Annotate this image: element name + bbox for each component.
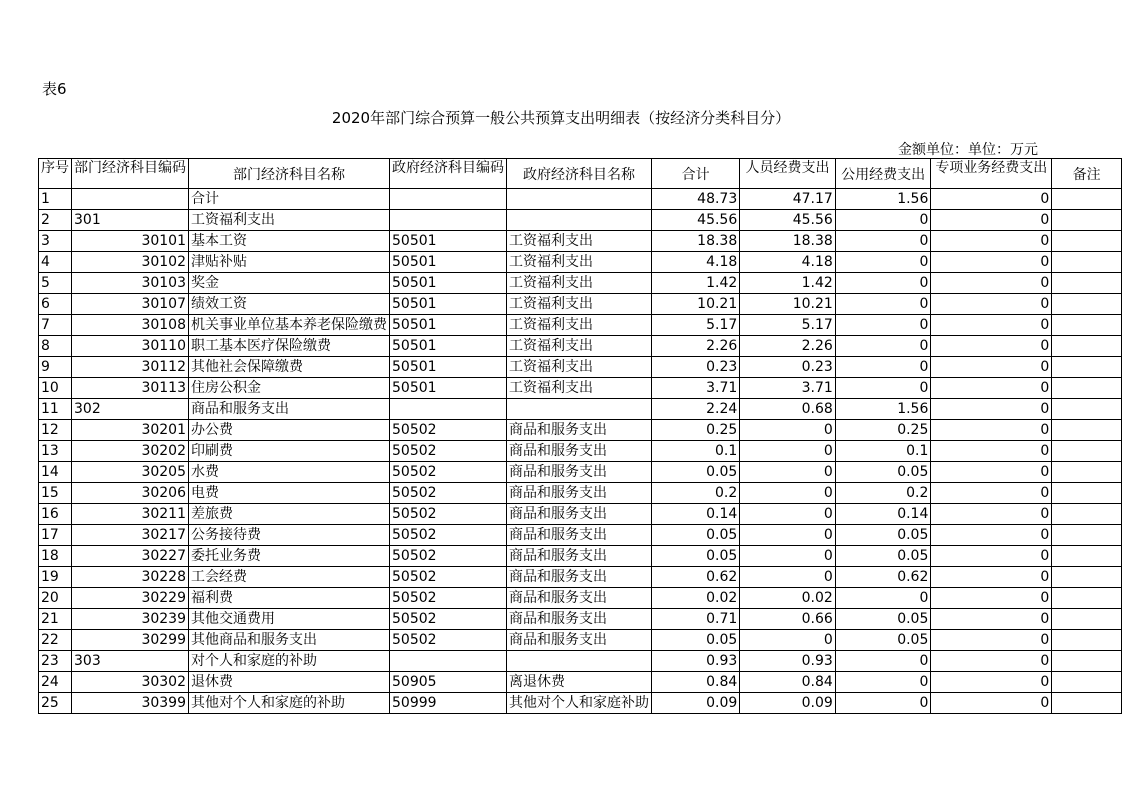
- row-seq: 17: [39, 525, 72, 546]
- table-row: [39, 504, 1122, 525]
- table-row: [39, 630, 1122, 651]
- row-total: 5.17: [652, 315, 740, 336]
- row-dept-code: 30112: [72, 357, 189, 378]
- row-special: 0: [931, 357, 1052, 378]
- row-dept-name: 委托业务费: [189, 546, 390, 567]
- row-personnel: 45.56: [740, 210, 836, 231]
- header-row: [39, 159, 1122, 189]
- row-total: 0.05: [652, 546, 740, 567]
- row-total: 18.38: [652, 231, 740, 252]
- row-dept-code: 30103: [72, 273, 189, 294]
- row-special: 0: [931, 441, 1052, 462]
- row-gov-code: 50502: [390, 588, 507, 609]
- row-note: [1052, 483, 1122, 504]
- row-special: 0: [931, 315, 1052, 336]
- row-dept-name: 工资福利支出: [189, 210, 390, 231]
- row-total: 0.84: [652, 672, 740, 693]
- table-row: [39, 273, 1122, 294]
- row-seq: 9: [39, 357, 72, 378]
- row-dept-code: 30102: [72, 252, 189, 273]
- row-public: 0: [835, 378, 931, 399]
- row-seq: 15: [39, 483, 72, 504]
- table-row: [39, 336, 1122, 357]
- row-note: [1052, 630, 1122, 651]
- row-seq: 4: [39, 252, 72, 273]
- row-personnel: 0.93: [740, 651, 836, 672]
- row-special: 0: [931, 588, 1052, 609]
- budget-table: [38, 158, 1122, 714]
- row-special: 0: [931, 609, 1052, 630]
- row-seq: 22: [39, 630, 72, 651]
- table-row: [39, 231, 1122, 252]
- row-dept-code: 30108: [72, 315, 189, 336]
- table-row: [39, 462, 1122, 483]
- row-dept-name: 合计: [189, 189, 390, 210]
- row-seq: 11: [39, 399, 72, 420]
- row-dept-name: 职工基本医疗保险缴费: [189, 336, 390, 357]
- row-public: 0.25: [835, 420, 931, 441]
- row-note: [1052, 462, 1122, 483]
- row-dept-name: 工会经费: [189, 567, 390, 588]
- row-seq: 5: [39, 273, 72, 294]
- row-personnel: 0.23: [740, 357, 836, 378]
- row-seq: 13: [39, 441, 72, 462]
- row-note: [1052, 441, 1122, 462]
- row-seq: 23: [39, 651, 72, 672]
- row-gov-name: 工资福利支出: [507, 315, 652, 336]
- row-total: 0.05: [652, 525, 740, 546]
- row-seq: 10: [39, 378, 72, 399]
- row-special: 0: [931, 546, 1052, 567]
- row-special: 0: [931, 336, 1052, 357]
- row-note: [1052, 294, 1122, 315]
- row-gov-name: 商品和服务支出: [507, 609, 652, 630]
- row-personnel: 10.21: [740, 294, 836, 315]
- row-seq: 18: [39, 546, 72, 567]
- row-public: 0.62: [835, 567, 931, 588]
- row-personnel: 0: [740, 567, 836, 588]
- row-gov-name: 离退休费: [507, 672, 652, 693]
- row-public: 0: [835, 231, 931, 252]
- row-gov-name: 商品和服务支出: [507, 630, 652, 651]
- row-note: [1052, 609, 1122, 630]
- row-personnel: 0.68: [740, 399, 836, 420]
- row-dept-code: 30302: [72, 672, 189, 693]
- row-note: [1052, 588, 1122, 609]
- row-public: 0: [835, 588, 931, 609]
- row-public: 0: [835, 210, 931, 231]
- row-public: 0: [835, 252, 931, 273]
- row-note: [1052, 273, 1122, 294]
- row-gov-code: [390, 189, 507, 210]
- row-public: 0.05: [835, 462, 931, 483]
- row-special: 0: [931, 651, 1052, 672]
- row-personnel: 18.38: [740, 231, 836, 252]
- row-gov-code: 50501: [390, 315, 507, 336]
- row-dept-name: 商品和服务支出: [189, 399, 390, 420]
- row-special: 0: [931, 273, 1052, 294]
- row-note: [1052, 357, 1122, 378]
- row-dept-name: 退休费: [189, 672, 390, 693]
- row-dept-code: 302: [72, 399, 189, 420]
- row-gov-name: 工资福利支出: [507, 252, 652, 273]
- row-gov-name: [507, 210, 652, 231]
- table-row: [39, 609, 1122, 630]
- table-row: [39, 399, 1122, 420]
- row-personnel: 0: [740, 630, 836, 651]
- row-seq: 12: [39, 420, 72, 441]
- row-public: 0: [835, 651, 931, 672]
- row-seq: 20: [39, 588, 72, 609]
- row-seq: 6: [39, 294, 72, 315]
- row-special: 0: [931, 672, 1052, 693]
- row-gov-name: 商品和服务支出: [507, 420, 652, 441]
- row-total: 0.09: [652, 693, 740, 714]
- row-seq: 21: [39, 609, 72, 630]
- table-row: [39, 672, 1122, 693]
- row-special: 0: [931, 399, 1052, 420]
- table-row: [39, 483, 1122, 504]
- row-special: 0: [931, 420, 1052, 441]
- row-total: 0.62: [652, 567, 740, 588]
- row-public: 0: [835, 273, 931, 294]
- row-note: [1052, 504, 1122, 525]
- header-gov-name: 政府经济科目名称: [507, 159, 652, 189]
- row-special: 0: [931, 630, 1052, 651]
- row-dept-name: 对个人和家庭的补助: [189, 651, 390, 672]
- row-gov-name: 商品和服务支出: [507, 483, 652, 504]
- row-total: 2.24: [652, 399, 740, 420]
- row-total: 0.1: [652, 441, 740, 462]
- table-row: [39, 588, 1122, 609]
- row-note: [1052, 672, 1122, 693]
- row-gov-name: 工资福利支出: [507, 336, 652, 357]
- row-dept-code: 30202: [72, 441, 189, 462]
- row-dept-code: 30113: [72, 378, 189, 399]
- row-note: [1052, 546, 1122, 567]
- row-gov-name: 工资福利支出: [507, 231, 652, 252]
- row-seq: 24: [39, 672, 72, 693]
- row-gov-name: 商品和服务支出: [507, 504, 652, 525]
- row-public: 0: [835, 315, 931, 336]
- table-row: [39, 693, 1122, 714]
- row-special: 0: [931, 252, 1052, 273]
- row-gov-name: 工资福利支出: [507, 273, 652, 294]
- row-dept-name: 绩效工资: [189, 294, 390, 315]
- row-dept-code: 30399: [72, 693, 189, 714]
- row-gov-name: [507, 399, 652, 420]
- row-gov-name: 商品和服务支出: [507, 546, 652, 567]
- row-personnel: 2.26: [740, 336, 836, 357]
- row-dept-code: 30299: [72, 630, 189, 651]
- row-seq: 2: [39, 210, 72, 231]
- row-public: 0.1: [835, 441, 931, 462]
- header-dept-code: 部门经济科目编码: [72, 159, 189, 189]
- row-dept-name: 其他交通费用: [189, 609, 390, 630]
- row-note: [1052, 525, 1122, 546]
- row-dept-code: [72, 189, 189, 210]
- table-row: [39, 294, 1122, 315]
- row-gov-name: 其他对个人和家庭补助: [507, 693, 652, 714]
- row-dept-name: 机关事业单位基本养老保险缴费: [189, 315, 390, 336]
- row-gov-code: 50502: [390, 567, 507, 588]
- row-special: 0: [931, 231, 1052, 252]
- row-public: 0: [835, 672, 931, 693]
- row-public: 0.05: [835, 630, 931, 651]
- row-gov-name: 商品和服务支出: [507, 462, 652, 483]
- row-note: [1052, 651, 1122, 672]
- row-note: [1052, 693, 1122, 714]
- row-special: 0: [931, 378, 1052, 399]
- unit-label: 金额单位：单位：万元: [898, 142, 1038, 158]
- row-dept-code: 30206: [72, 483, 189, 504]
- row-dept-code: 30205: [72, 462, 189, 483]
- row-special: 0: [931, 693, 1052, 714]
- row-public: 0.05: [835, 525, 931, 546]
- row-note: [1052, 378, 1122, 399]
- row-note: [1052, 399, 1122, 420]
- row-public: 0: [835, 336, 931, 357]
- row-public: 1.56: [835, 189, 931, 210]
- row-dept-name: 水费: [189, 462, 390, 483]
- row-gov-name: [507, 651, 652, 672]
- row-public: 0: [835, 357, 931, 378]
- row-gov-code: [390, 399, 507, 420]
- row-public: 0: [835, 294, 931, 315]
- row-personnel: 0: [740, 525, 836, 546]
- row-dept-code: 301: [72, 210, 189, 231]
- row-note: [1052, 336, 1122, 357]
- row-personnel: 0: [740, 441, 836, 462]
- header-personnel: 人员经费支出: [740, 159, 836, 189]
- row-special: 0: [931, 294, 1052, 315]
- row-personnel: 0: [740, 504, 836, 525]
- table-row: [39, 357, 1122, 378]
- row-gov-code: 50501: [390, 252, 507, 273]
- row-personnel: 1.42: [740, 273, 836, 294]
- row-dept-code: 30217: [72, 525, 189, 546]
- row-special: 0: [931, 567, 1052, 588]
- row-gov-code: 50502: [390, 462, 507, 483]
- row-total: 0.71: [652, 609, 740, 630]
- row-gov-code: 50999: [390, 693, 507, 714]
- row-seq: 3: [39, 231, 72, 252]
- row-personnel: 4.18: [740, 252, 836, 273]
- table-row: [39, 315, 1122, 336]
- row-dept-code: 30101: [72, 231, 189, 252]
- row-seq: 1: [39, 189, 72, 210]
- header-special: 专项业务经费支出: [931, 159, 1052, 189]
- row-public: 0.05: [835, 546, 931, 567]
- row-dept-name: 办公费: [189, 420, 390, 441]
- row-gov-name: 商品和服务支出: [507, 567, 652, 588]
- row-dept-code: 30239: [72, 609, 189, 630]
- row-note: [1052, 210, 1122, 231]
- row-dept-code: 30229: [72, 588, 189, 609]
- row-total: 0.2: [652, 483, 740, 504]
- row-total: 0.93: [652, 651, 740, 672]
- row-total: 48.73: [652, 189, 740, 210]
- row-seq: 25: [39, 693, 72, 714]
- header-gov-code: 政府经济科目编码: [390, 159, 507, 189]
- row-gov-name: [507, 189, 652, 210]
- row-total: 4.18: [652, 252, 740, 273]
- row-total: 0.05: [652, 462, 740, 483]
- header-public: 公用经费支出: [835, 159, 931, 189]
- row-dept-name: 住房公积金: [189, 378, 390, 399]
- row-total: 3.71: [652, 378, 740, 399]
- row-gov-code: 50502: [390, 546, 507, 567]
- row-personnel: 0: [740, 546, 836, 567]
- row-gov-name: 工资福利支出: [507, 378, 652, 399]
- row-gov-code: 50501: [390, 378, 507, 399]
- row-dept-code: 30211: [72, 504, 189, 525]
- row-personnel: 0.02: [740, 588, 836, 609]
- row-special: 0: [931, 525, 1052, 546]
- row-special: 0: [931, 504, 1052, 525]
- row-gov-code: [390, 210, 507, 231]
- row-gov-code: 50501: [390, 294, 507, 315]
- row-public: 0.05: [835, 609, 931, 630]
- row-note: [1052, 231, 1122, 252]
- row-gov-code: 50502: [390, 441, 507, 462]
- row-dept-name: 电费: [189, 483, 390, 504]
- row-total: 0.25: [652, 420, 740, 441]
- row-dept-name: 其他社会保障缴费: [189, 357, 390, 378]
- row-dept-code: 30201: [72, 420, 189, 441]
- row-dept-code: 30110: [72, 336, 189, 357]
- row-personnel: 0.84: [740, 672, 836, 693]
- row-personnel: 0.09: [740, 693, 836, 714]
- row-gov-code: 50502: [390, 420, 507, 441]
- row-note: [1052, 315, 1122, 336]
- row-gov-name: 商品和服务支出: [507, 525, 652, 546]
- row-public: 0: [835, 693, 931, 714]
- header-seq: 序号: [39, 159, 72, 189]
- table-row: [39, 441, 1122, 462]
- row-dept-name: 津贴补贴: [189, 252, 390, 273]
- table-row: [39, 525, 1122, 546]
- table-row: [39, 420, 1122, 441]
- row-dept-name: 其他商品和服务支出: [189, 630, 390, 651]
- row-personnel: 3.71: [740, 378, 836, 399]
- row-dept-name: 其他对个人和家庭的补助: [189, 693, 390, 714]
- row-gov-code: 50502: [390, 483, 507, 504]
- row-dept-name: 福利费: [189, 588, 390, 609]
- row-note: [1052, 420, 1122, 441]
- row-total: 1.42: [652, 273, 740, 294]
- row-seq: 16: [39, 504, 72, 525]
- row-special: 0: [931, 483, 1052, 504]
- row-personnel: 47.17: [740, 189, 836, 210]
- header-dept-name: 部门经济科目名称: [189, 159, 390, 189]
- row-special: 0: [931, 189, 1052, 210]
- row-gov-name: 商品和服务支出: [507, 441, 652, 462]
- row-gov-code: 50502: [390, 525, 507, 546]
- row-seq: 8: [39, 336, 72, 357]
- table-row: [39, 252, 1122, 273]
- row-gov-code: 50501: [390, 273, 507, 294]
- table-row: [39, 567, 1122, 588]
- row-total: 0.14: [652, 504, 740, 525]
- row-total: 0.02: [652, 588, 740, 609]
- row-gov-code: 50502: [390, 609, 507, 630]
- table-row: [39, 651, 1122, 672]
- row-dept-name: 基本工资: [189, 231, 390, 252]
- row-total: 10.21: [652, 294, 740, 315]
- table-label: 表6: [42, 80, 67, 98]
- row-note: [1052, 567, 1122, 588]
- row-personnel: 0.66: [740, 609, 836, 630]
- row-gov-name: 工资福利支出: [507, 357, 652, 378]
- row-dept-name: 公务接待费: [189, 525, 390, 546]
- table-row: [39, 546, 1122, 567]
- row-dept-code: 303: [72, 651, 189, 672]
- table-row: [39, 189, 1122, 210]
- row-public: 0.14: [835, 504, 931, 525]
- row-total: 45.56: [652, 210, 740, 231]
- row-dept-code: 30227: [72, 546, 189, 567]
- row-gov-code: 50501: [390, 336, 507, 357]
- row-gov-name: 工资福利支出: [507, 294, 652, 315]
- row-dept-name: 印刷费: [189, 441, 390, 462]
- row-personnel: 0: [740, 420, 836, 441]
- row-dept-code: 30228: [72, 567, 189, 588]
- row-total: 2.26: [652, 336, 740, 357]
- row-gov-code: 50905: [390, 672, 507, 693]
- header-note: 备注: [1052, 159, 1122, 189]
- row-public: 1.56: [835, 399, 931, 420]
- row-total: 0.05: [652, 630, 740, 651]
- row-total: 0.23: [652, 357, 740, 378]
- row-note: [1052, 252, 1122, 273]
- row-personnel: 0: [740, 483, 836, 504]
- page-title: 2020年部门综合预算一般公共预算支出明细表（按经济分类科目分）: [331, 109, 791, 127]
- row-personnel: 0: [740, 462, 836, 483]
- row-public: 0.2: [835, 483, 931, 504]
- row-personnel: 5.17: [740, 315, 836, 336]
- row-seq: 14: [39, 462, 72, 483]
- row-gov-name: 商品和服务支出: [507, 588, 652, 609]
- row-special: 0: [931, 462, 1052, 483]
- table-row: [39, 378, 1122, 399]
- row-dept-name: 奖金: [189, 273, 390, 294]
- row-dept-name: 差旅费: [189, 504, 390, 525]
- row-dept-code: 30107: [72, 294, 189, 315]
- row-gov-code: 50502: [390, 504, 507, 525]
- row-note: [1052, 189, 1122, 210]
- row-gov-code: [390, 651, 507, 672]
- row-gov-code: 50501: [390, 357, 507, 378]
- table-row: [39, 210, 1122, 231]
- row-gov-code: 50501: [390, 231, 507, 252]
- row-seq: 7: [39, 315, 72, 336]
- row-gov-code: 50502: [390, 630, 507, 651]
- row-special: 0: [931, 210, 1052, 231]
- header-total: 合计: [652, 159, 740, 189]
- row-seq: 19: [39, 567, 72, 588]
